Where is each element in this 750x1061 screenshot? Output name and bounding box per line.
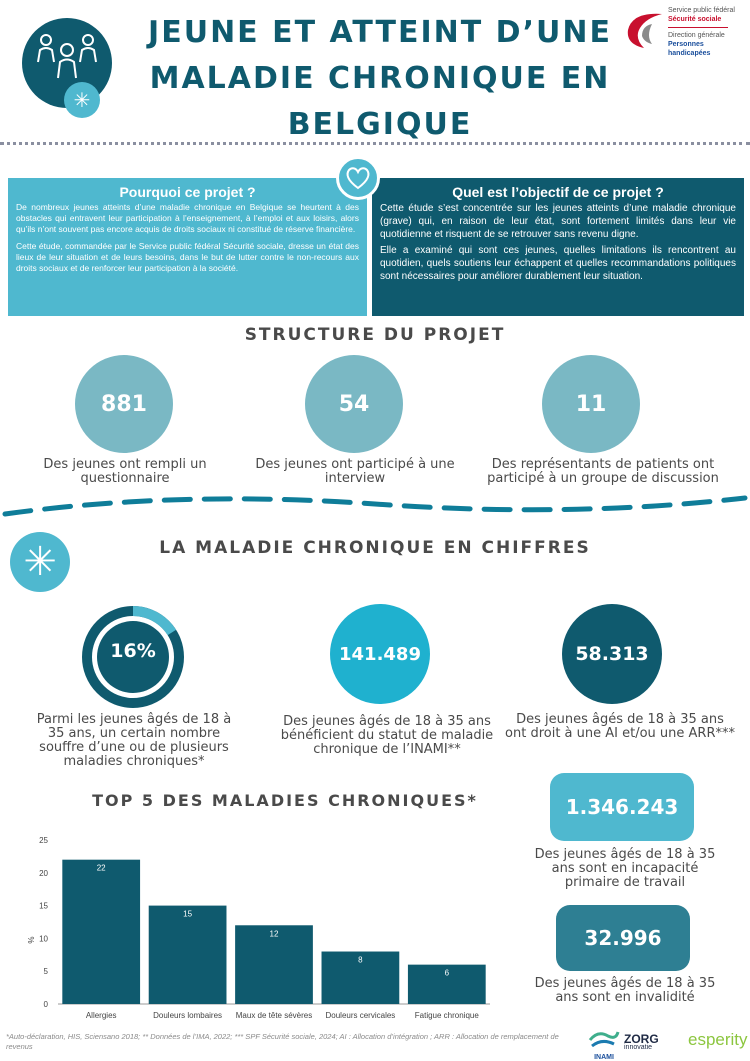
stat-box-invalidity xyxy=(556,905,690,971)
why-title: Pourquoi ce projet ? xyxy=(119,184,256,200)
chart-data-label: 15 xyxy=(183,909,193,919)
title-line-2: MALADIE CHRONIQUE EN xyxy=(149,61,611,96)
footnote: *Auto-déclaration, HIS, Sciensano 2018; ** Données de l’IMA, 2022; *** SPF Sécurité sociale, 2024; AI : Allocation d’intégration ; ARR : Allocation de remplacement de revenus xyxy=(6,1032,559,1051)
stat-value: 58.313 xyxy=(575,643,649,665)
spf-logo xyxy=(622,6,748,62)
goal-paragraph-2: Elle a examiné qui sont ces jeunes, quelles limitations ils rencontrent au quotidien, quels soutiens leur échappent et quelles recommandations politiques sont nécessaires pour améliorer durablement leur situation. xyxy=(380,245,736,282)
chart-category-label: Fatigue chronique xyxy=(414,1011,479,1020)
page-title xyxy=(120,10,640,148)
figures-title: LA MALADIE CHRONIQUE EN CHIFFRES xyxy=(159,538,591,558)
caption-invalidity: Des jeunes âgés de 18 à 35 ans sont en invalidité xyxy=(534,976,716,1005)
stat-value: 32.996 xyxy=(584,926,662,950)
spf-line-2: Sécurité sociale xyxy=(668,16,722,23)
caption-questionnaire: Des jeunes ont rempli un questionnaire xyxy=(43,457,207,486)
title-line-3: BELGIQUE xyxy=(287,107,473,142)
goal-title: Quel est l’objectif de ce projet ? xyxy=(452,184,664,200)
stat-box-incapacity xyxy=(550,773,694,841)
chart-bar xyxy=(62,860,140,1004)
chart-y-tick-label: 20 xyxy=(39,868,48,878)
chart-y-tick-label: 5 xyxy=(43,967,48,977)
stat-value: 54 xyxy=(338,391,370,417)
stat-value: 1.346.243 xyxy=(565,795,679,819)
chart-bar xyxy=(149,906,227,1004)
zorg-logo xyxy=(624,1032,678,1051)
chart-category-label: Allergies xyxy=(85,1011,117,1020)
why-paragraph-2: Cette étude, commandée par le Service public fédéral Sécurité sociale, dresse un état des lieux de leur situation et de leurs besoins, dans le but de lutter contre le non-recours aux droits sociaux et de renforcer leur participation à la société. xyxy=(16,241,359,273)
stat-circle-ai xyxy=(562,604,662,704)
chart-category-label: Douleurs lombaires xyxy=(153,1011,223,1020)
chart-y-tick-label: 0 xyxy=(43,1000,48,1009)
top5-title: TOP 5 DES MALADIES CHRONIQUES* xyxy=(92,791,478,810)
chart-y-axis-label: % xyxy=(27,936,36,944)
percent-ring xyxy=(80,604,186,710)
asterisk-icon: ✳ xyxy=(10,532,70,592)
caption-incapacity: Des jeunes âgés de 18 à 35 ans sont en incapacité primaire de travail xyxy=(534,847,716,890)
caption-interview: Des jeunes ont participé à une interview xyxy=(255,457,455,486)
why-box xyxy=(8,178,367,316)
stat-circle-inami xyxy=(330,604,430,704)
structure-title: STRUCTURE DU PROJET xyxy=(244,325,506,345)
asterisk-icon: ✳ xyxy=(64,82,100,118)
chart-data-label: 8 xyxy=(358,955,363,965)
inami-logo xyxy=(588,1028,620,1060)
chart-category-label: Maux de tête sévères xyxy=(235,1011,313,1020)
stat-value: 141.489 xyxy=(339,643,421,665)
heart-icon xyxy=(336,156,380,200)
caption-inami: Des jeunes âgés de 18 à 35 ans bénéficient du statut de maladie chronique de l’INAMI** xyxy=(280,714,494,757)
stat-circle-interview xyxy=(305,355,403,453)
chart-category-label: Douleurs cervicales xyxy=(325,1011,396,1020)
chart-y-tick-label: 15 xyxy=(39,901,48,911)
goal-paragraph-1: Cette étude s’est concentrée sur les jeunes atteints d’une maladie chronique (grave) qui, en raison de leur état, sont fortement limités dans leur vie quotidienne et risquent de se retrouver sans revenu digne. xyxy=(380,203,736,240)
spf-line-3: Direction générale xyxy=(668,32,725,39)
chart-data-label: 6 xyxy=(444,968,450,978)
zorg-sub-label: innovatie xyxy=(624,1044,653,1051)
spf-swoosh-icon xyxy=(622,8,666,52)
chart-data-label: 22 xyxy=(96,863,106,873)
chart-y-tick-label: 25 xyxy=(39,836,48,845)
spf-line-4: Personnes handicapées xyxy=(668,41,711,57)
percent-value: 16% xyxy=(110,640,156,662)
dotted-divider xyxy=(0,142,750,145)
chart-y-tick-label: 10 xyxy=(39,934,48,944)
title-line-1: JEUNE ET ATTEINT D’UNE xyxy=(148,15,612,50)
caption-percent: Parmi les jeunes âgés de 18 à 35 ans, un certain nombre souffre d’une ou de plusieurs maladies chroniques* xyxy=(36,712,232,769)
stat-circle-questionnaire xyxy=(75,355,173,453)
zorg-label: ZORG xyxy=(624,1032,659,1046)
chart-data-label: 12 xyxy=(269,929,279,939)
inami-icon xyxy=(588,1028,620,1050)
dashed-wave-divider xyxy=(0,492,750,522)
inami-label: INAMI xyxy=(594,1054,614,1061)
top5-chart xyxy=(20,826,500,1030)
caption-ai: Des jeunes âgés de 18 à 35 ans ont droit à une AI et/ou une ARR*** xyxy=(505,712,735,741)
why-paragraph-1: De nombreux jeunes atteints d’une maladie chronique en Belgique se heurtent à des obstacles qui entravent leur participation à l’enseignement, à l’emploi et aux loisirs, alors qu’ils n’ont souvent pas encore acquis de droits sociaux ni constitué de réserve financière. xyxy=(16,202,359,234)
spf-line-1: Service public fédéral xyxy=(668,7,735,14)
stat-value: 11 xyxy=(575,391,607,417)
esperity-logo: esperity xyxy=(688,1030,748,1049)
goal-box xyxy=(372,178,744,316)
stat-circle-discussion xyxy=(542,355,640,453)
caption-discussion: Des représentants de patients ont participé à un groupe de discussion xyxy=(487,457,719,486)
stat-value: 881 xyxy=(101,391,147,417)
